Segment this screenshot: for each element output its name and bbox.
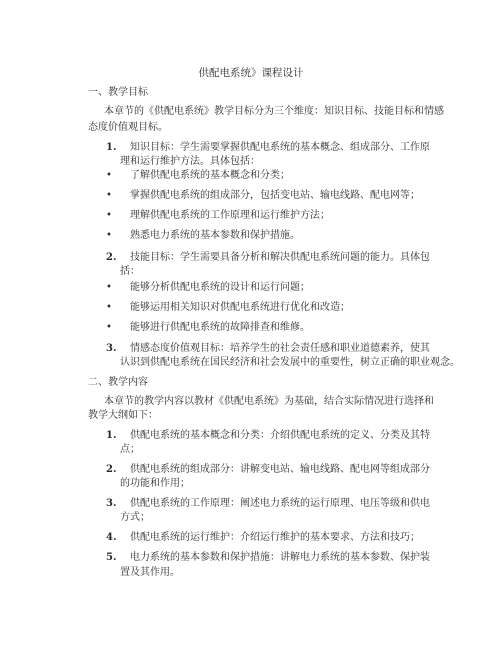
list-number: 5.	[106, 552, 117, 563]
bullet-icon: •	[106, 210, 112, 221]
list-item-text: 置及其作用。	[120, 567, 180, 578]
list-item-text: 理和运行维护方法。具体包括：	[120, 156, 260, 167]
paragraph-line: 教学大纲如下：	[88, 410, 158, 421]
list-item-text: 认识到供配电系统在国民经济和社会发展中的重要性，树立正确的职业观念。	[120, 357, 460, 368]
list-item-text: 方式；	[120, 512, 150, 523]
list-item-text: 点；	[120, 444, 140, 455]
list-number: 4.	[106, 532, 117, 543]
list-item-text: 供配电系统的运行维护：介绍运行维护的基本要求、方法和技巧；	[130, 532, 420, 543]
list-number: 1.	[106, 430, 117, 441]
list-item-text: 技能目标：学生需要具备分析和解决供配电系统问题的能力。具体包	[130, 252, 430, 263]
list-number: 1.	[106, 142, 117, 153]
bullet-icon: •	[106, 282, 112, 293]
list-item-text: 知识目标：学生需要掌握供配电系统的基本概念、组成部分、工作原	[130, 142, 430, 153]
section-heading: 二、教学内容	[88, 377, 148, 388]
list-item-text: 供配电系统的基本概念和分类：介绍供配电系统的定义、分类及其特	[130, 430, 430, 441]
bullet-text: 熟悉电力系统的基本参数和保护措施。	[130, 230, 300, 241]
list-number: 3.	[106, 498, 117, 509]
bullet-icon: •	[106, 170, 112, 181]
paragraph-line: 态度价值观目标。	[88, 122, 168, 133]
bullet-text: 能够进行供配电系统的故障排查和维修。	[130, 322, 310, 333]
bullet-text: 掌握供配电系统的组成部分，包括变电站、输电线路、配电网等；	[130, 190, 420, 201]
list-item-text: 括：	[120, 266, 140, 277]
paragraph-line: 本章节的教学内容以教材《供配电系统》为基础，结合实际情况进行选择和	[104, 396, 434, 407]
list-number: 3.	[106, 343, 117, 354]
list-item-text: 的功能和作用；	[120, 478, 190, 489]
list-item-text: 供配电系统的工作原理：阐述电力系统的运行原理、电压等级和供电	[130, 498, 430, 509]
list-number: 2.	[106, 464, 117, 475]
paragraph-line: 本章节的《供配电系统》教学目标分为三个维度：知识目标、技能目标和情感	[104, 106, 444, 117]
section-heading: 一、教学目标	[88, 87, 148, 98]
bullet-text: 理解供配电系统的工作原理和运行维护方法；	[130, 210, 330, 221]
bullet-text: 了解供配电系统的基本概念和分类；	[130, 170, 290, 181]
bullet-text: 能够运用相关知识对供配电系统进行优化和改造；	[130, 302, 350, 313]
list-number: 2.	[106, 252, 117, 263]
bullet-icon: •	[106, 190, 112, 201]
list-item-text: 供配电系统的组成部分：讲解变电站、输电线路、配电网等组成部分	[130, 464, 430, 475]
list-item-text: 情感态度价值观目标：培养学生的社会责任感和职业道德素养，使其	[130, 343, 430, 354]
bullet-icon: •	[106, 322, 112, 333]
list-item-text: 电力系统的基本参数和保护措施：讲解电力系统的基本参数、保护装	[130, 552, 430, 563]
bullet-icon: •	[106, 302, 112, 313]
bullet-icon: •	[106, 230, 112, 241]
document-title: 供配电系统》课程设计	[198, 67, 304, 79]
bullet-text: 能够分析供配电系统的设计和运行问题；	[130, 282, 310, 293]
